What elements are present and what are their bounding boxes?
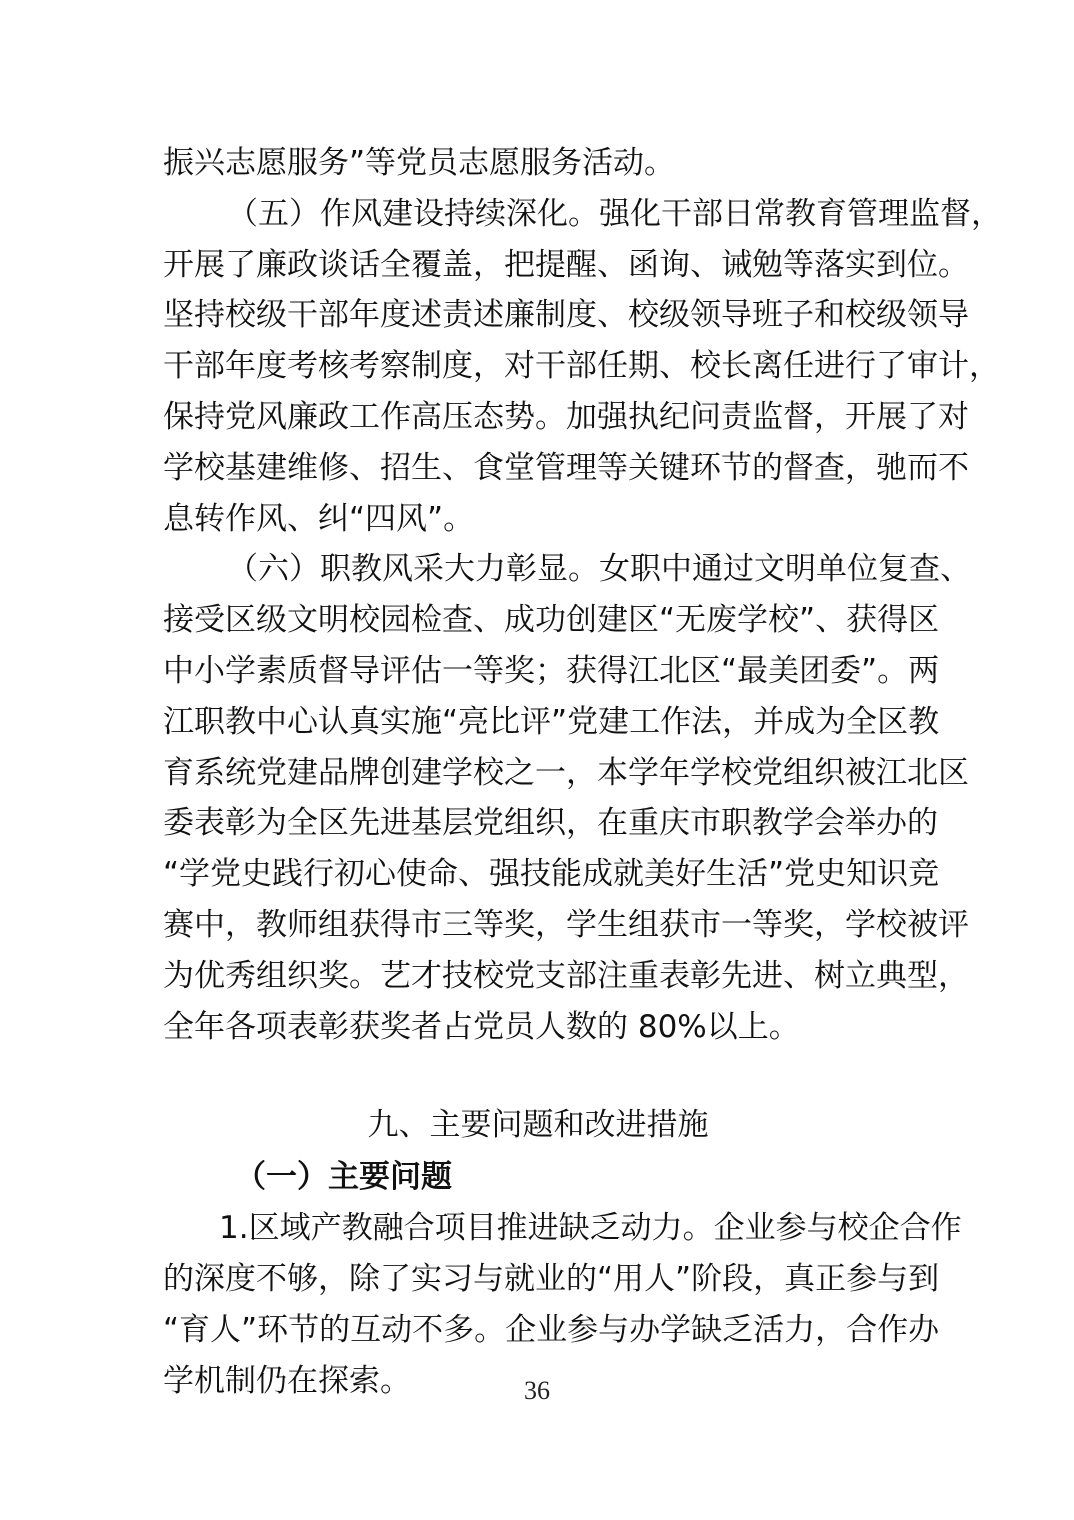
- text-line: “学党史践行初心使命、强技能成就美好生活”党史知识竞: [163, 856, 940, 893]
- document-body: [163, 138, 1002, 1406]
- paragraph-3: [163, 544, 971, 1052]
- text-line: 全年各项表彰获奖者占党员人数的 80%以上。: [163, 1008, 800, 1045]
- text-line: 保持党风廉政工作高压态势。加强执纪问责监督，开展了对: [163, 398, 969, 435]
- text-line: 的深度不够，除了实习与就业的“用人”阶段，真正参与到: [163, 1260, 940, 1297]
- sub-heading: （一）主要问题: [235, 1159, 452, 1196]
- text-line: 学机制仍在探索。: [163, 1362, 411, 1399]
- text-line: 息转作风、纠“四风”。: [163, 500, 475, 537]
- text-line: 坚持校级干部年度述责述廉制度、校级领导班子和校级领导: [163, 297, 969, 334]
- section-heading: 九、主要问题和改进措施: [367, 1107, 709, 1144]
- text-line: 赛中，教师组获得市三等奖，学生组获市一等奖，学校被评: [163, 906, 969, 943]
- text-line: 育系统党建品牌创建学校之一，本学年学校党组织被江北区: [163, 754, 969, 791]
- text-line: “育人”环节的互动不多。企业参与办学缺乏活力，合作办: [163, 1311, 940, 1348]
- section-spacer: [163, 1052, 913, 1100]
- text-line: 干部年度考核考察制度，对干部任期、校长离任进行了审计，: [163, 348, 1000, 385]
- text-line: 接受区级文明校园检查、成功创建区“无废学校”、获得区: [163, 602, 940, 639]
- text-line: 委表彰为全区先进基层党组织，在重庆市职教学会举办的: [163, 805, 938, 842]
- page-number: 36: [524, 1376, 550, 1405]
- paragraph-1: [163, 138, 913, 189]
- text-line: （五）作风建设持续深化。强化干部日常教育管理监督，: [227, 195, 1002, 232]
- text-line: 江职教中心认真实施“亮比评”党建工作法，并成为全区教: [163, 703, 940, 740]
- text-line: 学校基建维修、招生、食堂管理等关键环节的督查，驰而不: [163, 449, 969, 486]
- text-line: 为优秀组织奖。艺才技校党支部注重表彰先进、树立典型，: [163, 957, 969, 994]
- paragraph-2: [163, 189, 1002, 545]
- text-line: 振兴志愿服务”等党员志愿服务活动。: [163, 145, 676, 181]
- text-line: 中小学素质督导评估一等奖；获得江北区“最美团委”。两: [163, 652, 940, 689]
- text-line: （六）职教风采大力彰显。女职中通过文明单位复查、: [227, 551, 971, 588]
- text-line: 1.区域产教融合项目推进缺乏动力。企业参与校企合作: [219, 1210, 962, 1247]
- text-line: 开展了廉政谈话全覆盖，把提醒、函询、诫勉等落实到位。: [163, 246, 969, 283]
